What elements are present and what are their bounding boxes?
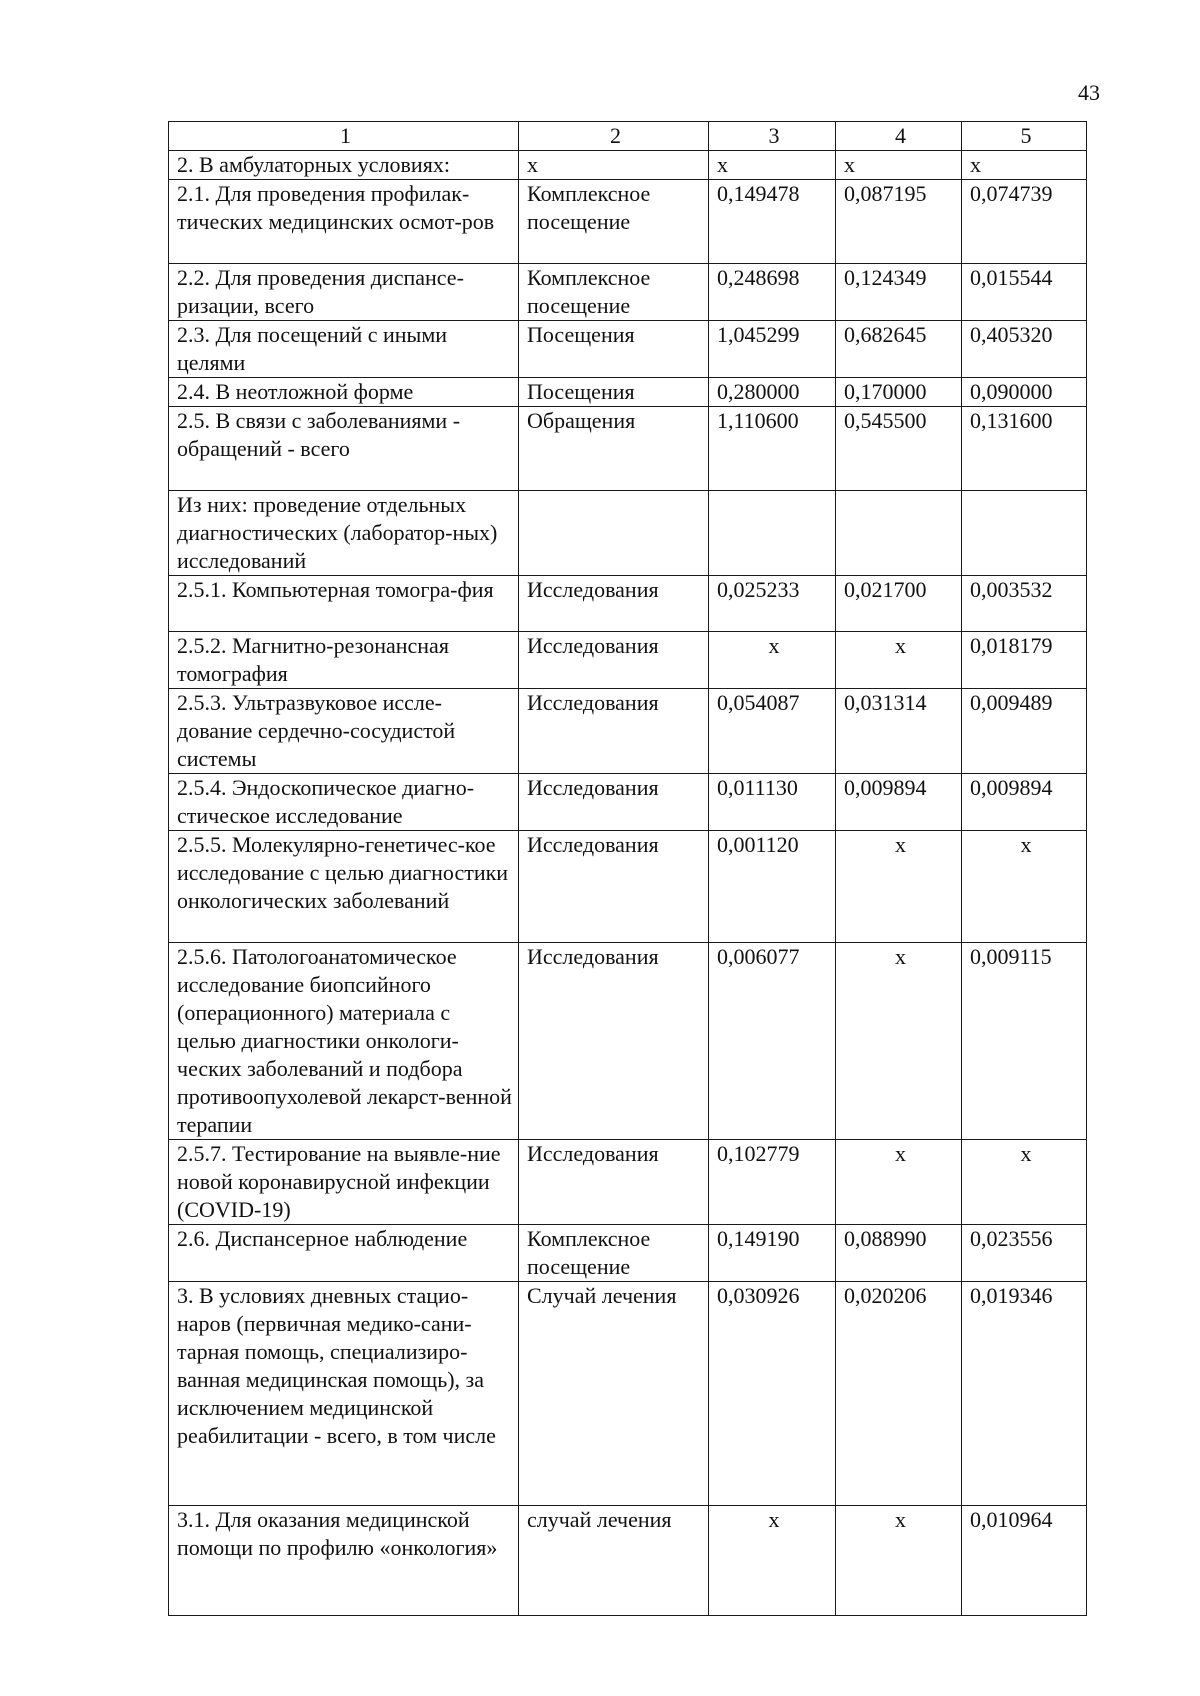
row-unit: Исследования <box>519 689 709 774</box>
table-row <box>169 1506 1087 1616</box>
row-unit: Посещения <box>519 321 709 378</box>
row-value-col4: х <box>836 632 962 689</box>
indicator-table <box>168 121 1087 1616</box>
row-label: 2.5. В связи с заболеваниями - обращений - всего <box>169 407 519 491</box>
row-unit: Исследования <box>519 1140 709 1225</box>
table-row <box>169 943 1087 1140</box>
table-row <box>169 576 1087 632</box>
row-value-col4: 0,087195 <box>836 180 962 264</box>
row-value-col3: 0,149478 <box>709 180 836 264</box>
page-number: 43 <box>1078 80 1100 105</box>
row-unit: Комплексное посещение <box>519 1225 709 1282</box>
table-row <box>169 264 1087 321</box>
row-value-col4: 0,170000 <box>836 378 962 407</box>
row-value-col3: 0,248698 <box>709 264 836 321</box>
table-row <box>169 491 1087 576</box>
row-value-col5 <box>962 491 1087 576</box>
table-row <box>169 180 1087 264</box>
row-value-col5: х <box>962 151 1087 180</box>
row-value-col5: 0,074739 <box>962 180 1087 264</box>
row-label: 2.1. Для проведения профилак-тических медицинских осмот-ров <box>169 180 519 264</box>
row-value-col5: 0,019346 <box>962 1282 1087 1506</box>
table-row <box>169 1140 1087 1225</box>
row-value-col5: 0,015544 <box>962 264 1087 321</box>
row-label: Из них: проведение отдельных диагностических (лаборатор-ных) исследований <box>169 491 519 576</box>
row-value-col4: 0,020206 <box>836 1282 962 1506</box>
row-value-col5: 0,009115 <box>962 943 1087 1140</box>
row-label: 2.5.1. Компьютерная томогра-фия <box>169 576 519 632</box>
header-cell: 2 <box>519 122 709 151</box>
row-unit: Исследования <box>519 831 709 943</box>
row-value-col3 <box>709 491 836 576</box>
row-label: 2. В амбулаторных условиях: <box>169 151 519 180</box>
row-value-col4: х <box>836 1140 962 1225</box>
header-cell: 1 <box>169 122 519 151</box>
row-value-col3: 0,149190 <box>709 1225 836 1282</box>
table-row <box>169 1282 1087 1506</box>
row-value-col4: 0,682645 <box>836 321 962 378</box>
row-value-col3: 0,001120 <box>709 831 836 943</box>
row-value-col4: 0,088990 <box>836 1225 962 1282</box>
row-unit: Посещения <box>519 378 709 407</box>
row-value-col3: 0,280000 <box>709 378 836 407</box>
row-value-col4: 0,124349 <box>836 264 962 321</box>
row-value-col4: 0,009894 <box>836 774 962 831</box>
row-label: 2.5.2. Магнитно-резонансная томография <box>169 632 519 689</box>
row-value-col3: 0,025233 <box>709 576 836 632</box>
row-label: 2.6. Диспансерное наблюдение <box>169 1225 519 1282</box>
row-unit: Исследования <box>519 943 709 1140</box>
row-label: 3.1. Для оказания медицинской помощи по профилю «онкология» <box>169 1506 519 1616</box>
row-unit: Исследования <box>519 774 709 831</box>
row-label: 3. В условиях дневных стацио-наров (первичная медико-сани-тарная помощь, специализиро-ванная медицинская помощь), за исключением медицинской реабилитации - всего, в том числе <box>169 1282 519 1506</box>
row-value-col3: 0,102779 <box>709 1140 836 1225</box>
row-value-col5: 0,090000 <box>962 378 1087 407</box>
row-value-col3: х <box>709 632 836 689</box>
table-row <box>169 407 1087 491</box>
row-unit: Исследования <box>519 576 709 632</box>
row-unit: Обращения <box>519 407 709 491</box>
row-value-col5: 0,131600 <box>962 407 1087 491</box>
table-row <box>169 689 1087 774</box>
row-value-col3: 0,006077 <box>709 943 836 1140</box>
row-unit: Исследования <box>519 632 709 689</box>
row-value-col3: 1,045299 <box>709 321 836 378</box>
row-unit: случай лечения <box>519 1506 709 1616</box>
header-cell: 5 <box>962 122 1087 151</box>
table-row <box>169 378 1087 407</box>
row-value-col5: 0,018179 <box>962 632 1087 689</box>
row-unit: Случай лечения <box>519 1282 709 1506</box>
table-header-row <box>169 122 1087 151</box>
row-value-col4: х <box>836 831 962 943</box>
table-row <box>169 321 1087 378</box>
row-label: 2.2. Для проведения диспансе-ризации, всего <box>169 264 519 321</box>
row-value-col4: х <box>836 943 962 1140</box>
row-unit: х <box>519 151 709 180</box>
row-label: 2.5.4. Эндоскопическое диагно-стическое исследование <box>169 774 519 831</box>
row-value-col5: 0,010964 <box>962 1506 1087 1616</box>
row-value-col3: 1,110600 <box>709 407 836 491</box>
row-value-col5: х <box>962 831 1087 943</box>
table-row <box>169 831 1087 943</box>
row-value-col5: 0,405320 <box>962 321 1087 378</box>
row-value-col4: 0,545500 <box>836 407 962 491</box>
header-cell: 4 <box>836 122 962 151</box>
row-value-col5: 0,009489 <box>962 689 1087 774</box>
table-row <box>169 1225 1087 1282</box>
row-value-col5: 0,023556 <box>962 1225 1087 1282</box>
row-unit <box>519 491 709 576</box>
row-label: 2.5.6. Патологоанатомическое исследование биопсийного (операционного) материала с целью диагностики онкологи-ческих заболеваний и подбора противоопухолевой лекарст-венной терапии <box>169 943 519 1140</box>
row-label: 2.4. В неотложной форме <box>169 378 519 407</box>
table-row <box>169 774 1087 831</box>
row-value-col4: х <box>836 151 962 180</box>
row-value-col4: 0,021700 <box>836 576 962 632</box>
row-label: 2.5.7. Тестирование на выявле-ние новой коронавирусной инфекции (COVID-19) <box>169 1140 519 1225</box>
row-label: 2.3. Для посещений с иными целями <box>169 321 519 378</box>
header-cell: 3 <box>709 122 836 151</box>
row-value-col3: 0,011130 <box>709 774 836 831</box>
row-unit: Комплексное посещение <box>519 180 709 264</box>
row-value-col3: х <box>709 151 836 180</box>
row-value-col3: х <box>709 1506 836 1616</box>
table-row <box>169 632 1087 689</box>
row-value-col5: х <box>962 1140 1087 1225</box>
row-value-col4: х <box>836 1506 962 1616</box>
row-value-col4: 0,031314 <box>836 689 962 774</box>
row-value-col4 <box>836 491 962 576</box>
row-value-col5: 0,003532 <box>962 576 1087 632</box>
row-value-col5: 0,009894 <box>962 774 1087 831</box>
row-value-col3: 0,054087 <box>709 689 836 774</box>
row-label: 2.5.5. Молекулярно-генетичес-кое исследование с целью диагностики онкологических заболеваний <box>169 831 519 943</box>
table-row <box>169 151 1087 180</box>
row-unit: Комплексное посещение <box>519 264 709 321</box>
row-label: 2.5.3. Ультразвуковое иссле-дование сердечно-сосудистой системы <box>169 689 519 774</box>
row-value-col3: 0,030926 <box>709 1282 836 1506</box>
